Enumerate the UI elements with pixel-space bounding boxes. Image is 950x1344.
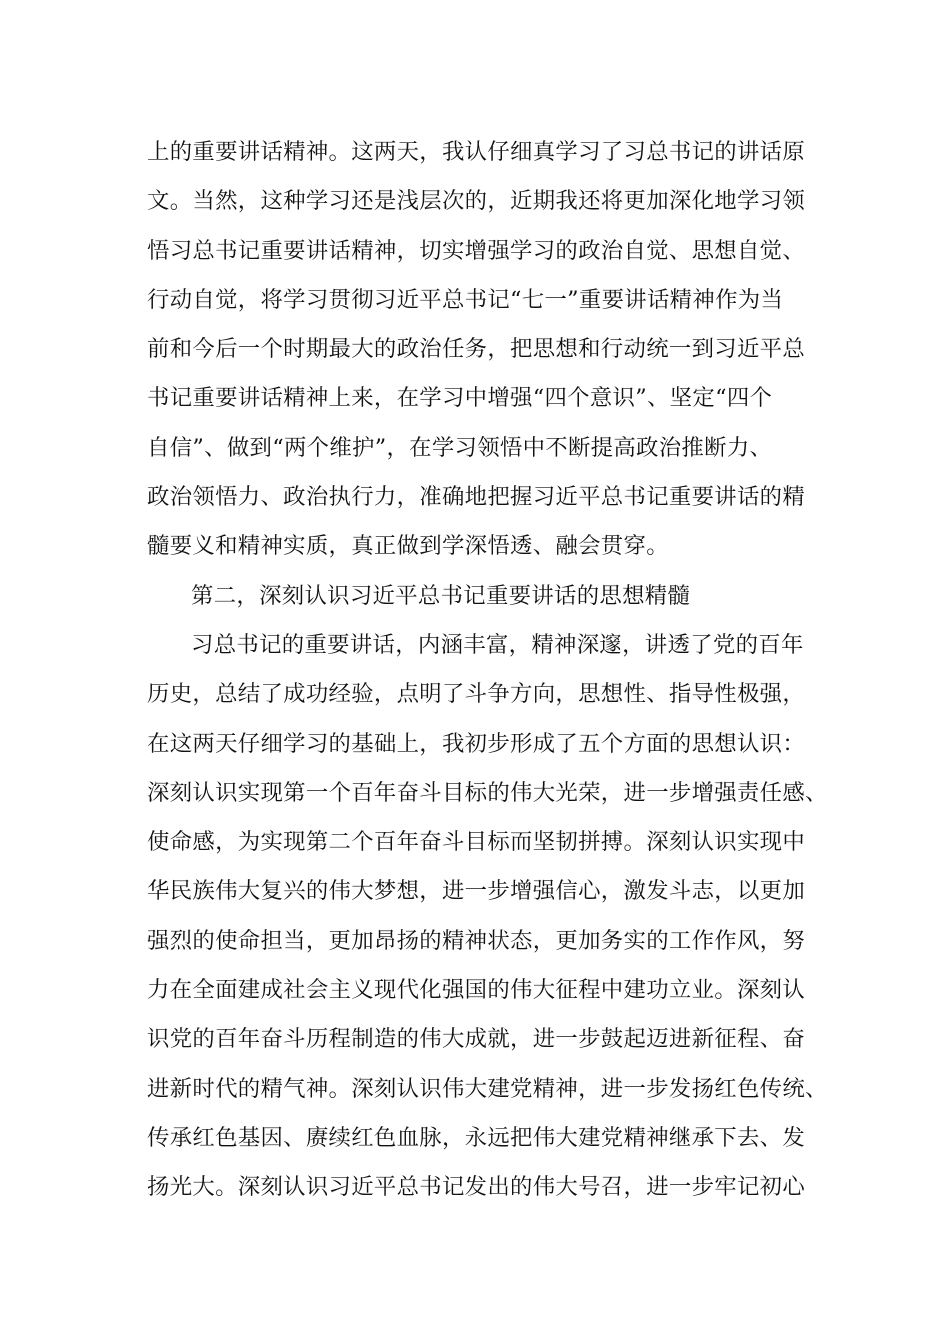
text-line: 识党的百年奋斗历程制造的伟大成就，进一步鼓起迈进新征程、奋 bbox=[147, 1026, 806, 1053]
text-line: 自信”、做到“两个维护”，在学习领悟中不断提高政治推断力、 bbox=[147, 434, 773, 461]
text-line: 强烈的使命担当，更加昂扬的精神状态，更加务实的工作作风，努 bbox=[147, 927, 806, 954]
text-line: 扬光大。深刻认识习近平总书记发出的伟大号召，进一步牢记初心 bbox=[147, 1174, 806, 1201]
text-line: 上的重要讲话精神。这两天，我认仔细真学习了习总书记的讲话原 bbox=[147, 139, 806, 165]
text-line: 悟习总书记重要讲话精神，切实增强学习的政治自觉、思想自觉、 bbox=[147, 237, 806, 264]
text-line: 文。当然，这种学习还是浅层次的，近期我还将更加深化地学习领 bbox=[147, 188, 806, 215]
section-heading: 第二，深刻认识习近平总书记重要讲话的思想精髓 bbox=[191, 582, 691, 609]
text-line: 习总书记的重要讲话，内涵丰富，精神深邃，讲透了党的百年 bbox=[191, 631, 804, 658]
text-line: 深刻认识实现第一个百年奋斗目标的伟大光荣，进一步增强责任感、 bbox=[147, 779, 828, 806]
text-line: 使命感，为实现第二个百年奋斗目标而坚韧拼搏。深刻认识实现中 bbox=[147, 829, 806, 856]
text-line: 髓要义和精神实质，真正做到学深悟透、融会贯穿。 bbox=[147, 533, 669, 560]
text-line: 在这两天仔细学习的基础上，我初步形成了五个方面的思想认识： bbox=[147, 730, 806, 757]
text-line: 华民族伟大复兴的伟大梦想，进一步增强信心，激发斗志，以更加 bbox=[147, 878, 806, 905]
body-text bbox=[147, 128, 828, 1213]
text-line: 行动自觉，将学习贯彻习近平总书记“七一”重要讲话精神作为当 bbox=[147, 286, 784, 313]
text-line: 前和今后一个时期最大的政治任务，把思想和行动统一到习近平总 bbox=[147, 336, 806, 363]
text-line: 传承红色基因、赓续红色血脉，永远把伟大建党精神继承下去、发 bbox=[147, 1124, 806, 1151]
text-line: 历史，总结了成功经验，点明了斗争方向，思想性、指导性极强， bbox=[147, 681, 806, 708]
text-line: 政治领悟力、政治执行力，准确地把握习近平总书记重要讲话的精 bbox=[147, 484, 806, 511]
text-line: 进新时代的精气神。深刻认识伟大建党精神，进一步发扬红色传统、 bbox=[147, 1075, 828, 1102]
text-line: 力在全面建成社会主义现代化强国的伟大征程中建功立业。深刻认 bbox=[147, 977, 806, 1004]
text-line: 书记重要讲话精神上来，在学习中增强“四个意识”、坚定“四个 bbox=[147, 385, 773, 412]
